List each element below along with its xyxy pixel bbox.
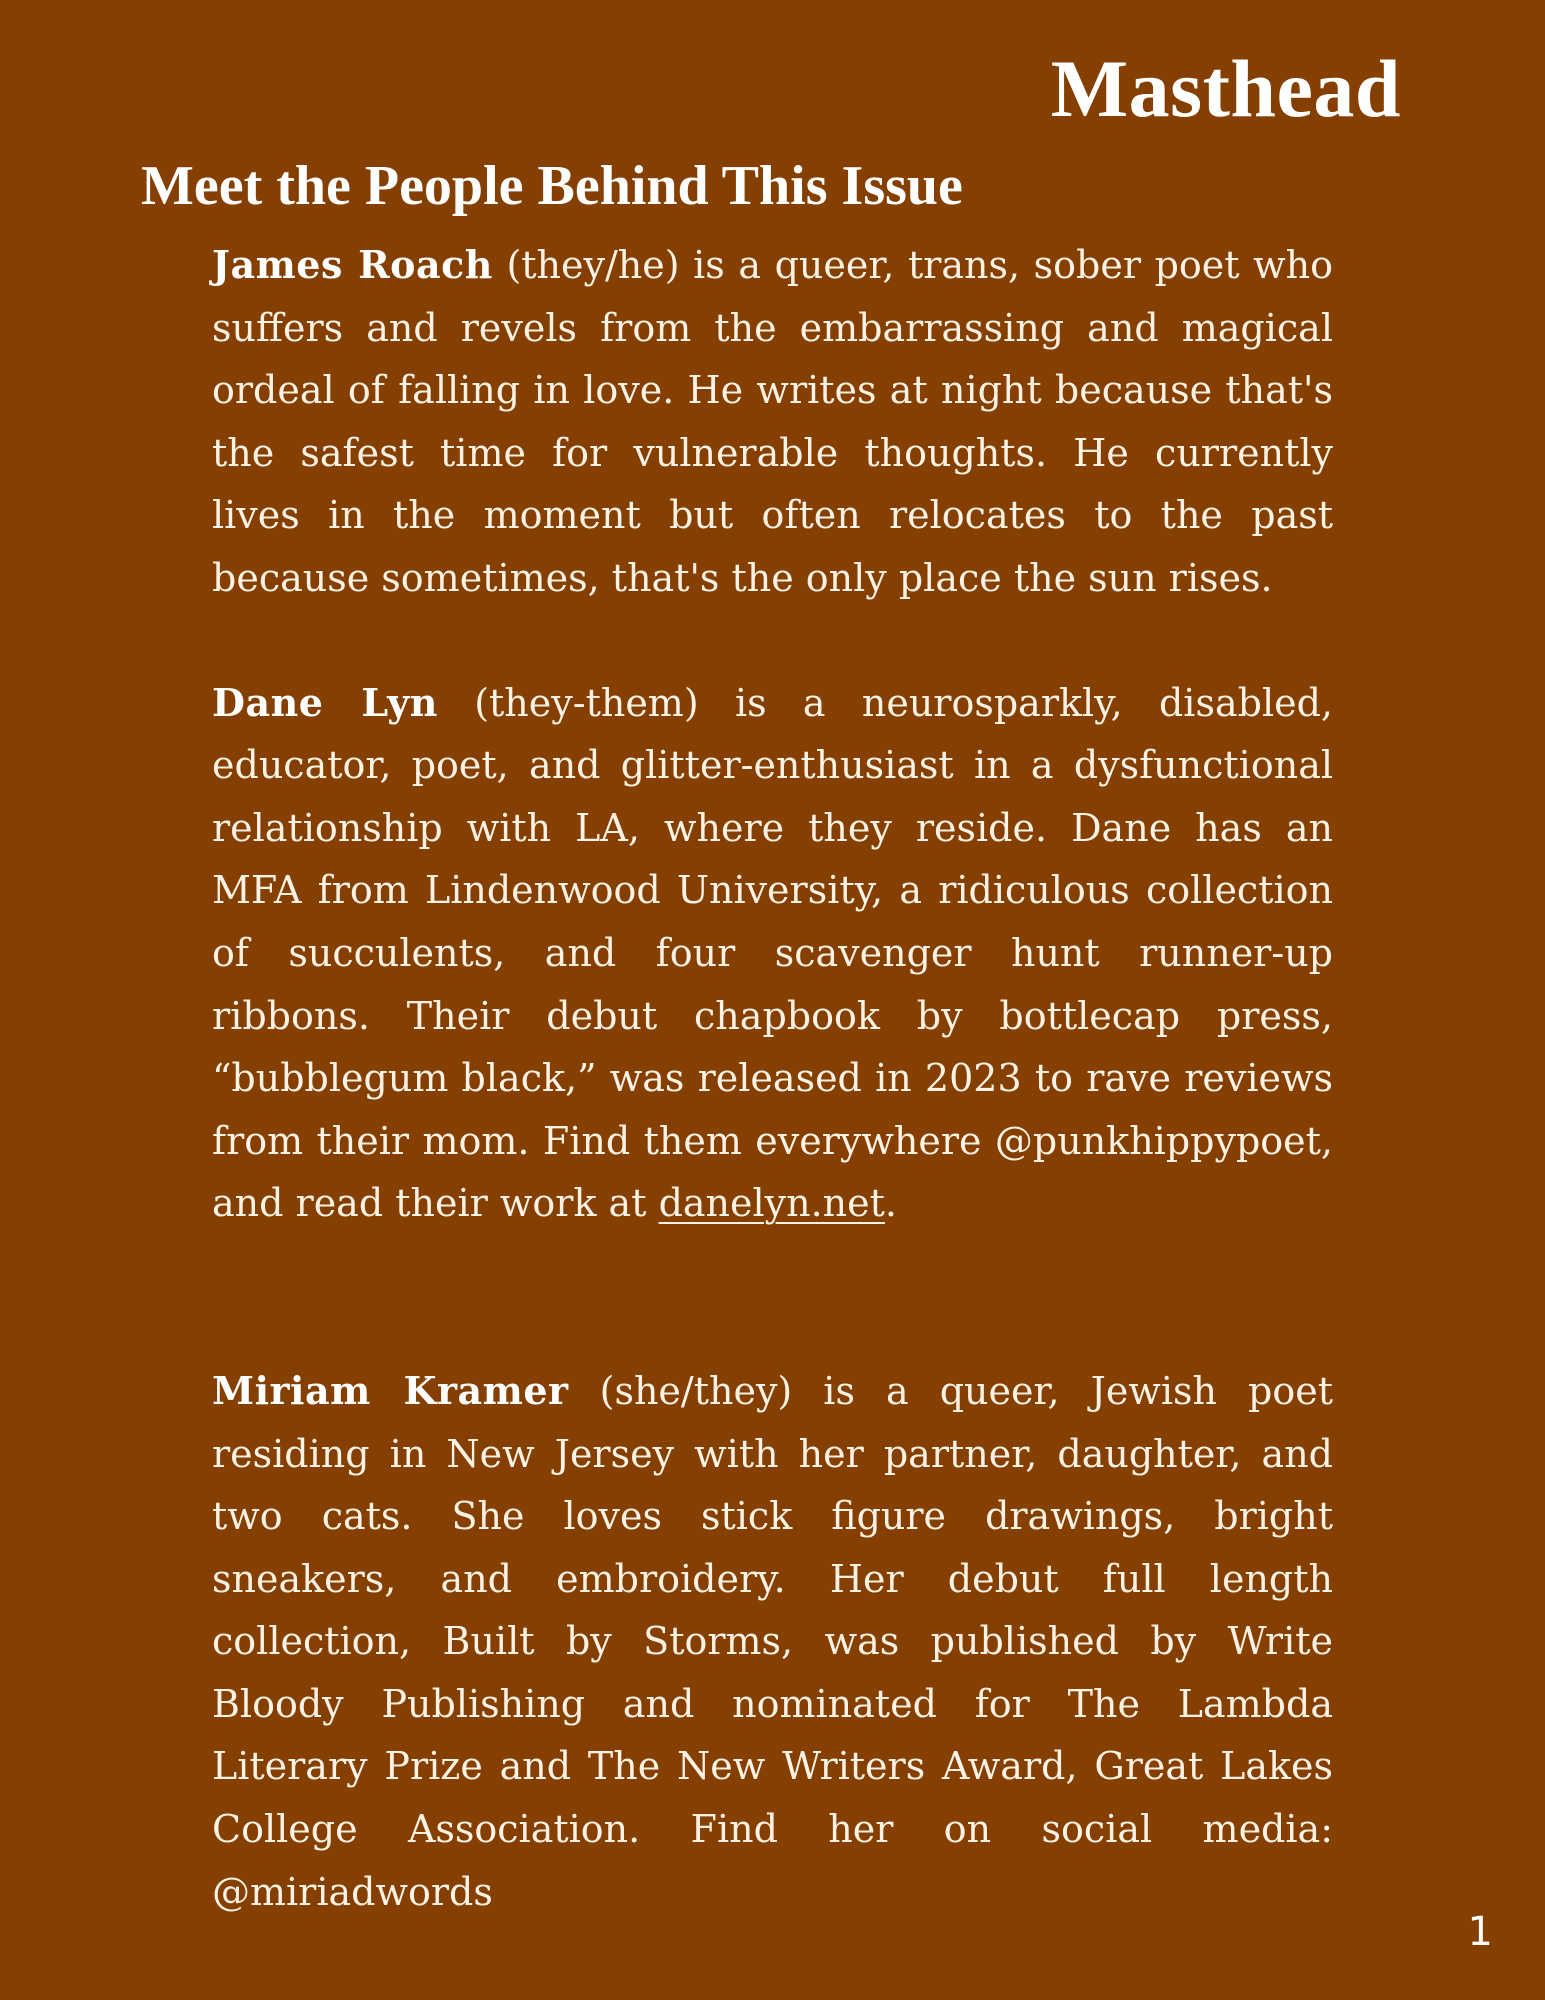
page-number: 1 [1467,1909,1493,1955]
bio-text-tail: . [884,1181,898,1226]
bio-text: (she/they) is a queer, Jewish poet residing in New Jersey with her partner, daughter, and two cats. She loves stick figure drawings, bright sneakers, and embroidery. Her debut full length collection, Built by Storms, was published by Write Bloody Publishing and nominated for The Lambda Literary Prize and The New Writers Award, Great Lakes College Association. Find her on social media: @miriadwords [212,1368,1334,1914]
bio-text: (they-them) is a neurosparkly, disabled, educator, poet, and glitter-enthusiast in a dysfunctional relationship with LA, where they reside. Dane has an MFA from Lindenwood University, a ridiculous collection of succulents, and four scavenger hunt runner-up ribbons. Their debut chapbook by bottlecap press, “bubblegum black,” was released in 2023 to rave reviews from their mom. Find them everywhere @punkhippypoet, and read their work at [212,680,1333,1226]
masthead-title: Masthead [1050,43,1401,134]
bio-text: (they/he) is a queer, trans, sober poet who suffers and revels from the embarrassing and magical ordeal of falling in love. He writes at night because that's the safest time for vulnerable thoughts. He currently lives in the moment but often relocates to the past because sometimes, that's the only place the sun rises. [212,243,1333,600]
bio-dane-lyn [212,672,1333,1235]
bio-james-roach [212,234,1333,610]
bio-miriam-kramer [212,1360,1333,1923]
bio-name: Miriam Kramer [212,1367,569,1413]
bio-name: Dane Lyn [212,679,438,725]
website-link[interactable]: danelyn.net [658,1181,885,1226]
bio-name: James Roach [212,242,493,287]
bios-section [212,234,1333,1923]
section-heading: Meet the People Behind This Issue [141,155,963,217]
